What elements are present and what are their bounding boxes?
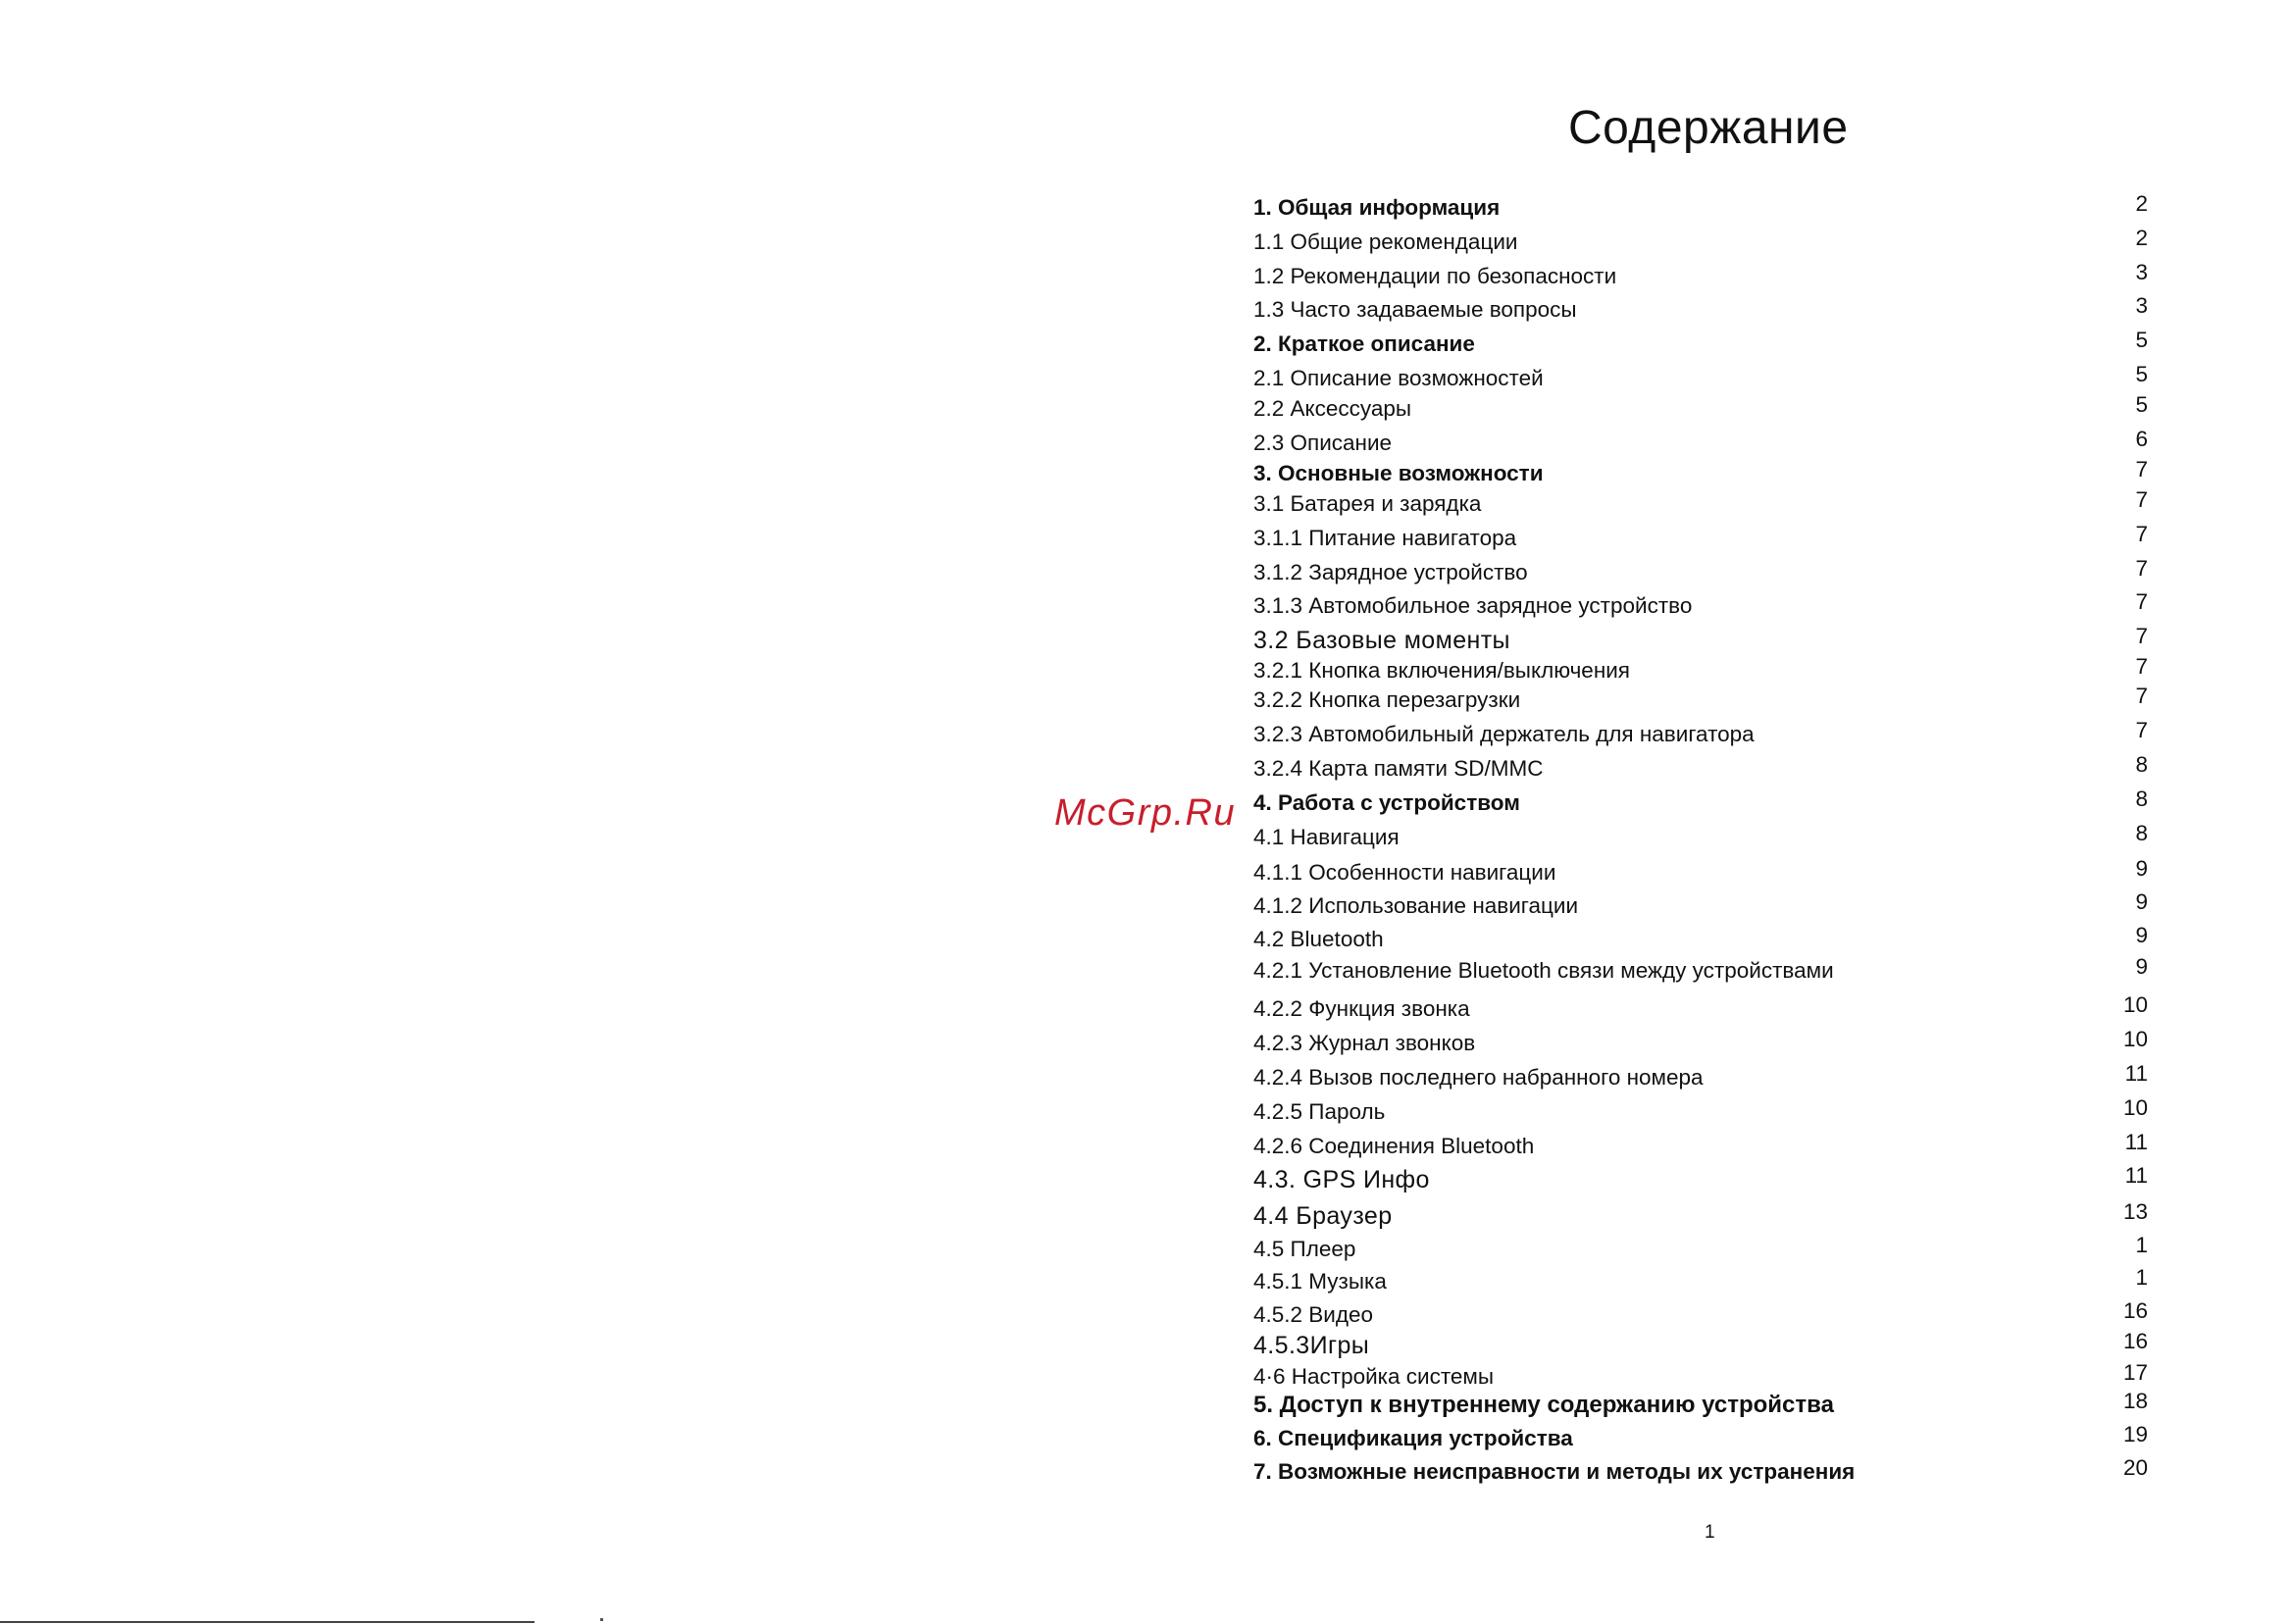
toc-entry-label: 4.2.2 Функция звонка	[1253, 996, 1470, 1021]
toc-entry-page: 7	[2135, 718, 2148, 742]
toc-entry	[1253, 719, 2148, 748]
toc-entry-label: 1.2 Рекомендации по безопасности	[1253, 264, 1617, 288]
toc-entry-label: 2.3 Описание	[1253, 431, 1393, 455]
toc-entry-page: 11	[2124, 1061, 2148, 1086]
toc-entry-page: 19	[2122, 1422, 2148, 1446]
toc-entry	[1253, 890, 2148, 920]
toc-entry	[1253, 1164, 2148, 1193]
toc-entry	[1253, 655, 2148, 685]
toc-entry	[1253, 787, 2148, 817]
toc-entry-label: 3.2 Базовые моменты	[1253, 627, 1510, 654]
toc-entry-label: 2. Краткое описание	[1253, 331, 1475, 356]
toc-entry-label: 6. Спецификация устройства	[1253, 1426, 1573, 1450]
toc-entry	[1253, 822, 2148, 851]
toc-entry	[1253, 329, 2148, 358]
toc-entry-label: 4. Работа с устройством	[1253, 790, 1520, 815]
toc-entry-page: 7	[2135, 589, 2148, 614]
toc-entry	[1253, 857, 2148, 887]
page-number: 1	[1705, 1522, 1715, 1543]
toc-entry	[1253, 625, 2148, 654]
toc-entry	[1253, 363, 2148, 392]
toc-entry-page: 11	[2124, 1130, 2148, 1154]
toc-entry	[1253, 685, 2148, 714]
toc-entry-page: 5	[2135, 328, 2148, 352]
toc-entry-label: 3.2.2 Кнопка перезагрузки	[1253, 687, 1521, 712]
toc-entry-label: 4.5 Плеер	[1253, 1237, 1356, 1261]
toc-entry-page: 7	[2135, 522, 2148, 546]
toc-entry-page: 2	[2135, 191, 2148, 216]
toc-entry-page: 7	[2135, 624, 2148, 648]
toc-entry-label: 1.1 Общие рекомендации	[1253, 229, 1518, 254]
toc-entry-page: 9	[2135, 856, 2148, 881]
toc-entry-page: 10	[2122, 1095, 2148, 1120]
toc-entry-label: 3. Основные возможности	[1253, 461, 1544, 485]
toc-entry-page: 3	[2135, 293, 2148, 318]
toc-entry-label: 4.2.5 Пароль	[1253, 1099, 1386, 1124]
toc-entry	[1253, 1423, 2148, 1452]
toc-entry	[1253, 1096, 2148, 1126]
toc-entry-label: 4.1.1 Особенности навигации	[1253, 860, 1556, 885]
toc-entry-page: 7	[2135, 654, 2148, 679]
bottom-tick	[600, 1618, 603, 1621]
toc-entry-label: 4·6 Настройка системы	[1253, 1364, 1495, 1389]
toc-entry-label: 4.2 Bluetooth	[1253, 927, 1384, 951]
toc-entry-page: 6	[2135, 427, 2148, 451]
toc-entry-page: 7	[2135, 487, 2148, 512]
toc-entry	[1253, 1028, 2148, 1057]
toc-entry-page: 8	[2135, 821, 2148, 845]
toc-entry	[1253, 227, 2148, 256]
toc-entry-page: 8	[2135, 752, 2148, 777]
toc-entry-label: 4.2.3 Журнал звонков	[1253, 1031, 1476, 1055]
toc-entry-label: 3.1.2 Зарядное устройство	[1253, 560, 1528, 584]
toc-entry	[1253, 523, 2148, 552]
toc-entry-page: 9	[2135, 954, 2148, 979]
toc-entry-page: 13	[2122, 1199, 2148, 1224]
bottom-rule	[0, 1621, 535, 1623]
toc-entry	[1253, 590, 2148, 620]
toc-entry-page: 17	[2122, 1360, 2148, 1385]
toc-entry	[1253, 1299, 2148, 1329]
toc-entry-label: 3.2.3 Автомобильный держатель для навигатора	[1253, 722, 1755, 746]
toc-entry-label: 4.2.4 Вызов последнего набранного номера	[1253, 1065, 1704, 1090]
toc-entry-label: 4.5.3Игры	[1253, 1332, 1370, 1359]
toc-entry-label: 2.2 Аксессуары	[1253, 396, 1412, 421]
toc-entry-label: 3.2.4 Карта памяти SD/MMC	[1253, 756, 1544, 781]
toc-entry	[1253, 993, 2148, 1023]
toc-entry-label: 4.4 Браузер	[1253, 1202, 1393, 1230]
toc-entry-label: 4.5.2 Видео	[1253, 1302, 1374, 1327]
toc-entry-label: 2.1 Описание возможностей	[1253, 366, 1544, 390]
toc-entry-page: 11	[2124, 1163, 2148, 1188]
toc-entry	[1253, 1234, 2148, 1263]
toc-entry	[1253, 294, 2148, 324]
page-title: Содержание	[1568, 102, 1849, 154]
toc-entry	[1253, 1200, 2148, 1230]
toc-entry	[1253, 428, 2148, 457]
toc-entry-label: 1. Общая информация	[1253, 195, 1501, 220]
toc-entry-page: 10	[2122, 1027, 2148, 1051]
toc-entry-page: 3	[2135, 260, 2148, 284]
toc-entry-page: 7	[2135, 684, 2148, 708]
toc-entry-page: 2	[2135, 226, 2148, 250]
toc-entry-label: 4.5.1 Музыка	[1253, 1269, 1387, 1294]
toc-entry-label: 4.2.6 Соединения Bluetooth	[1253, 1134, 1535, 1158]
toc-entry-page: 1	[2135, 1265, 2148, 1290]
toc-entry	[1253, 924, 2148, 953]
toc-entry-label: 4.3. GPS Инфо	[1253, 1166, 1430, 1193]
toc-entry	[1253, 1131, 2148, 1160]
toc-entry	[1253, 1330, 2148, 1359]
toc-entry-label: 1.3 Часто задаваемые вопросы	[1253, 297, 1577, 322]
toc-entry-page: 8	[2135, 787, 2148, 811]
toc-entry-page: 7	[2135, 556, 2148, 581]
toc-entry-label: 3.1 Батарея и зарядка	[1253, 491, 1482, 516]
toc-entry-label: 3.2.1 Кнопка включения/выключения	[1253, 658, 1630, 683]
toc-entry	[1253, 192, 2148, 222]
toc-entry	[1253, 753, 2148, 783]
toc-entry	[1253, 261, 2148, 290]
toc-entry-page: 16	[2122, 1298, 2148, 1323]
toc-entry-page: 7	[2135, 457, 2148, 482]
toc-entry	[1253, 1062, 2148, 1091]
toc-entry-page: 5	[2135, 392, 2148, 417]
toc-entry-page: 10	[2122, 992, 2148, 1017]
toc-entry-page: 20	[2122, 1455, 2148, 1480]
toc-entry-page: 18	[2122, 1389, 2148, 1413]
toc-entry-label: 4.1 Навигация	[1253, 825, 1400, 849]
toc-entry	[1253, 458, 2148, 487]
toc-entry	[1253, 557, 2148, 586]
watermark: McGrp.Ru	[1054, 792, 1237, 834]
toc-entry	[1253, 1456, 2148, 1486]
toc-entry-page: 1	[2135, 1233, 2148, 1257]
toc-entry-label: 3.1.1 Питание навигатора	[1253, 526, 1517, 550]
toc-entry-label: 3.1.3 Автомобильное зарядное устройство	[1253, 593, 1693, 618]
toc-entry-label: 4.2.1 Установление Bluetooth связи между устройствами	[1253, 958, 1834, 983]
toc-entry	[1253, 1266, 2148, 1295]
toc-entry-page: 16	[2122, 1329, 2148, 1353]
toc-entry	[1253, 1390, 2148, 1419]
toc-entry-label: 5. Доступ к внутреннему содержанию устройства	[1253, 1392, 1834, 1418]
toc-entry-label: 4.1.2 Использование навигации	[1253, 893, 1579, 918]
toc-entry-page: 9	[2135, 923, 2148, 947]
toc-entry	[1253, 955, 2148, 985]
toc-entry-page: 5	[2135, 362, 2148, 386]
toc-entry	[1253, 488, 2148, 518]
toc-entry	[1253, 1361, 2148, 1391]
toc-entry	[1253, 393, 2148, 423]
toc-entry-label: 7. Возможные неисправности и методы их устранения	[1253, 1459, 1856, 1484]
toc-entry-page: 9	[2135, 889, 2148, 914]
